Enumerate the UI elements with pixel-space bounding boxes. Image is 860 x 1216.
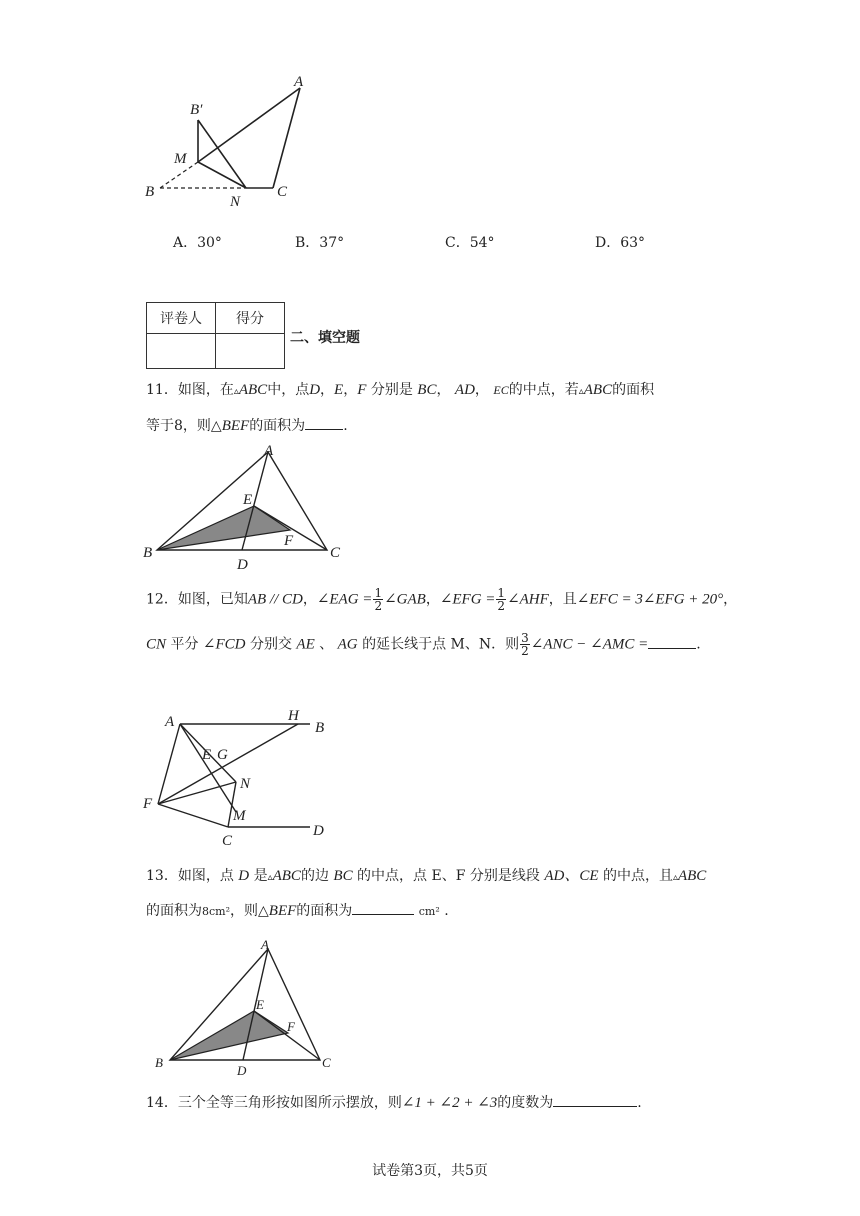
- q12-end-1: ，: [723, 591, 738, 608]
- label-a: A: [264, 443, 274, 459]
- q12-half-2-num: 1: [497, 586, 506, 600]
- q12-ab-cd: AB // CD: [247, 591, 303, 608]
- q12-efg: ∠EFG =: [439, 591, 496, 608]
- q13-end: .: [444, 903, 449, 919]
- option-a[interactable]: A．30°: [173, 235, 222, 251]
- label-n: N: [230, 194, 241, 210]
- q11-tri-1: ▵: [233, 386, 239, 397]
- q14-answer-blank[interactable]: [553, 1092, 637, 1107]
- q12-sep-2: ，: [425, 591, 440, 608]
- q12-frac-den: 2: [521, 644, 529, 658]
- q10-figure: [140, 70, 320, 210]
- label-f: F: [284, 533, 294, 549]
- q13-tri-2: ▵: [672, 872, 678, 883]
- label-b: B: [315, 720, 325, 736]
- q11-abc-2: ABC: [583, 382, 613, 398]
- q11-text-4: 的中点，若: [508, 382, 579, 398]
- q13-tri-1: ▵: [267, 872, 273, 883]
- segment-fc: [158, 804, 228, 827]
- q12-text-2: ，且: [548, 591, 577, 608]
- grade-table-reviewer-cell: [147, 334, 216, 369]
- segment-ma: [198, 88, 300, 162]
- q12-dun: 、: [319, 636, 334, 653]
- q12-end: .: [696, 636, 701, 653]
- q12-text-3: 平分: [170, 636, 199, 653]
- q11-answer-blank[interactable]: [305, 415, 343, 430]
- label-a: A: [261, 937, 269, 952]
- q13-bc: BC: [333, 868, 353, 884]
- q13-text-3: 的边: [300, 868, 329, 884]
- q11-text-6: 等于8，则△: [146, 418, 222, 434]
- segment-af: [158, 724, 180, 804]
- label-c: C: [222, 833, 233, 849]
- q11-bc: BC: [417, 382, 437, 398]
- label-m: M: [233, 808, 246, 824]
- q11-sep-1: ，: [320, 382, 335, 398]
- section-title: 二、填空题: [290, 330, 360, 346]
- q12-half-2: [496, 587, 506, 612]
- q14-text-1: 14．三个全等三角形按如图所示摆放，则: [146, 1095, 402, 1111]
- segment-hf: [158, 724, 298, 804]
- q13-text-1: 13．如图，点: [146, 868, 234, 884]
- q13-text-6: 的面积为: [146, 903, 202, 919]
- segment-am: [180, 724, 236, 812]
- q11-ad: AD: [454, 382, 475, 398]
- q13-answer-blank[interactable]: [352, 900, 414, 915]
- q14-angles: ∠1 + ∠2 + ∠3: [401, 1095, 498, 1111]
- q12-line1: [146, 587, 737, 612]
- q13-bef: BEF: [268, 903, 297, 919]
- q12-sep-1: ，: [302, 591, 317, 608]
- label-c: C: [277, 184, 288, 200]
- label-b: B: [145, 184, 155, 200]
- q11-figure: [140, 440, 350, 575]
- option-d[interactable]: D．63°: [595, 235, 646, 251]
- q11-d: D: [309, 382, 321, 398]
- q12-half-1: [373, 587, 383, 612]
- q11-bef: BEF: [221, 418, 250, 434]
- segment-ac: [273, 88, 300, 188]
- q12-gab: ∠GAB: [384, 591, 426, 608]
- q13-text-5: 的中点，且: [602, 868, 673, 884]
- label-g: G: [217, 747, 228, 763]
- q12-frac: [520, 632, 530, 657]
- q13-text-4: 的中点，点 E、F 分别是线段: [357, 868, 540, 884]
- label-e: E: [256, 997, 264, 1012]
- label-a: A: [294, 74, 304, 90]
- q12-ae: AE: [296, 636, 315, 653]
- q11-sep-2: ，: [343, 382, 358, 398]
- shaded-triangle-bef: [157, 506, 290, 550]
- q11-text-7: 的面积为: [249, 418, 306, 434]
- q11-line1: [146, 380, 654, 402]
- q12-ahf: ∠AHF: [507, 591, 549, 608]
- q11-f: F: [357, 382, 367, 398]
- q12-answer-blank[interactable]: [648, 634, 696, 649]
- q12-efc: ∠EFC = 3∠EFG + 20°: [576, 591, 724, 608]
- label-h: H: [288, 708, 299, 724]
- q11-tri-2: ▵: [578, 386, 584, 397]
- grade-table-score-header: 得分: [216, 303, 285, 334]
- q12-figure: [140, 700, 340, 850]
- label-d: D: [237, 1063, 247, 1078]
- label-b: B: [143, 545, 153, 561]
- label-e: E: [202, 747, 212, 763]
- folded-triangle-bprime: [198, 120, 246, 188]
- q13-text-2: 是: [253, 868, 268, 884]
- q13-line2: [146, 900, 449, 922]
- q12-frac-num: 3: [521, 631, 529, 645]
- q13-text-7: ，则△: [230, 903, 269, 919]
- q13-area: 8cm²: [202, 905, 230, 918]
- grade-table: [146, 302, 285, 369]
- q12-half-2-den: 2: [497, 599, 506, 613]
- grade-table-reviewer-header: 评卷人: [147, 303, 216, 334]
- q12-line2: [146, 632, 701, 657]
- q13-ad-ce: AD、CE: [544, 868, 599, 884]
- grade-table-score-cell: [216, 334, 285, 369]
- q12-cn: CN: [146, 636, 167, 653]
- label-c: C: [330, 545, 341, 561]
- label-n: N: [240, 776, 251, 792]
- label-f: F: [143, 796, 153, 812]
- q11-text-2: 中，点: [267, 382, 310, 398]
- q12-text-4: 分别交: [249, 636, 292, 653]
- q14-text-2: 的度数为: [497, 1095, 554, 1111]
- q11-line2: [146, 415, 348, 436]
- q12-half-1-den: 2: [374, 599, 383, 613]
- label-a: A: [165, 714, 175, 730]
- option-b[interactable]: B．37°: [295, 235, 345, 251]
- q12-ag: AG: [337, 636, 358, 653]
- q12-anc: ∠ANC − ∠AMC =: [530, 636, 649, 653]
- label-d: D: [237, 557, 248, 573]
- label-d: D: [313, 823, 324, 839]
- q11-abc-1: ABC: [238, 382, 268, 398]
- label-b-prime: B′: [190, 102, 203, 118]
- q11-ec: EC: [493, 383, 509, 397]
- q11-sep-3: ，: [436, 382, 451, 398]
- q11-text-1: 11．如图，在: [146, 382, 234, 398]
- q13-abc-2: ABC: [677, 868, 707, 884]
- q12-half-1-num: 1: [374, 586, 383, 600]
- q13-figure: [140, 935, 350, 1080]
- q12-text-5: 的延长线于点 M、N．则: [362, 636, 520, 653]
- q12-text-1: 12．如图，已知: [146, 591, 248, 608]
- label-m: M: [174, 151, 187, 167]
- label-f: F: [287, 1019, 295, 1034]
- q11-text-3: 分别是: [370, 382, 413, 398]
- q12-eag: ∠EAG =: [316, 591, 373, 608]
- option-c[interactable]: C．54°: [445, 235, 495, 251]
- q13-text-8: 的面积为: [296, 903, 353, 919]
- q12-fcd: ∠FCD: [202, 636, 246, 653]
- page-footer: 试卷第3页，共5页: [372, 1163, 488, 1179]
- q14-end: .: [637, 1095, 642, 1111]
- q13-line1: [146, 866, 706, 888]
- q11-sep-4: ，: [474, 382, 489, 398]
- label-c: C: [322, 1055, 331, 1070]
- q14-line1: [146, 1092, 642, 1113]
- shaded-triangle-bef: [170, 1011, 288, 1060]
- q13-abc-1: ABC: [272, 868, 301, 884]
- q11-end: .: [343, 418, 348, 434]
- q13-unit: cm²: [418, 905, 440, 918]
- q13-d: D: [238, 868, 250, 884]
- label-b: B: [155, 1055, 163, 1070]
- label-e: E: [243, 492, 253, 508]
- q11-text-5: 的面积: [612, 382, 655, 398]
- q11-e: E: [334, 382, 344, 398]
